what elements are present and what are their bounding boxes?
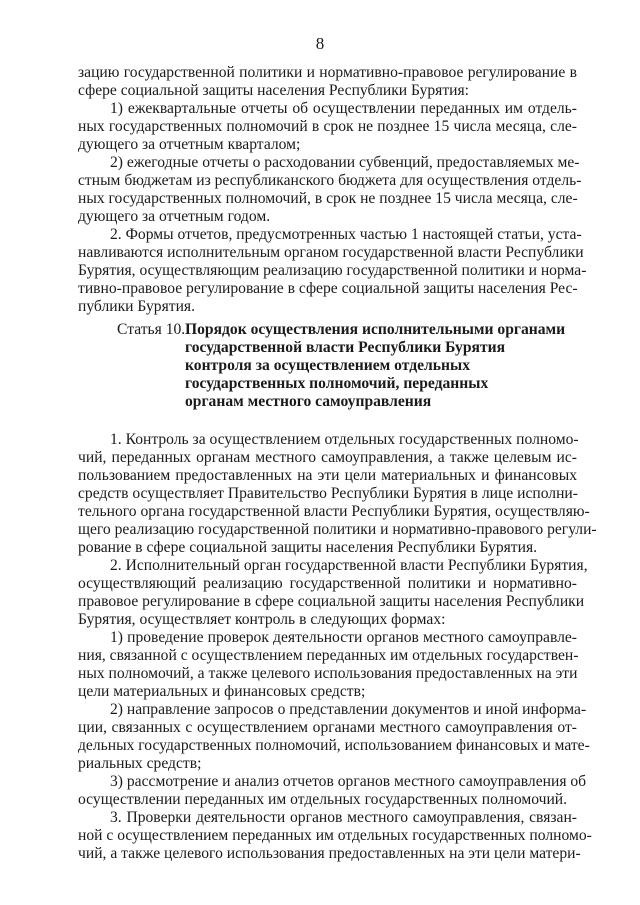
article-title-line: государственных полномочий, переданных (185, 375, 489, 392)
text-line: навливаются исполнительным органом государственной власти Республики (78, 244, 584, 261)
text-line: стным бюджетам из республиканского бюджета для осуществления отдель- (78, 172, 582, 189)
text-line: дельных государственных полномочий, использованием финансовых и мате- (78, 737, 590, 754)
text-line: ных государственных полномочий в срок не позднее 15 числа месяца, сле- (78, 118, 577, 135)
text-line: Бурятия, осуществляет контроль в следующих формах: (78, 611, 446, 628)
text-line: дующего за отчетным кварталом; (78, 136, 301, 153)
text-line: 2) ежегодные отчеты о расходовании субвенций, предоставляемых ме- (110, 154, 580, 171)
text-line: публики Бурятия. (78, 298, 195, 315)
text-line: ной с осуществлением переданных им отдельных государственных полномо- (78, 827, 592, 844)
text-line: ных государственных полномочий, в срок не позднее 15 числа месяца, сле- (78, 190, 578, 207)
text-line: 2) направление запросов о представлении документов и иной информа- (110, 701, 587, 718)
text-line: щего реализацию государственной политики и нормативно-правового регули- (78, 521, 597, 538)
text-line: чий, а также целевого использования предоставленных на эти цели матери- (78, 845, 581, 862)
text-line: ции, связанных с осуществлением органами местного самоуправления от- (78, 719, 577, 736)
text-line: цели материальных и финансовых средств; (78, 683, 366, 700)
text-line: 1. Контроль за осуществлением отдельных государственных полномо- (110, 431, 579, 448)
text-line: ния, связанной с осуществлением переданных им отдельных государствен- (78, 647, 579, 664)
text-line: 2. Исполнительный орган государственной власти Республики Бурятия, (110, 557, 588, 574)
text-line: 3. Проверки деятельности органов местного самоуправления, связан- (110, 809, 577, 826)
article-title-line: государственной власти Республики Бурятия (185, 339, 506, 356)
text-line: сфере социальной защиты населения Республики Бурятия: (78, 82, 470, 99)
article-title-line: Порядок осуществления исполнительными органами (185, 321, 566, 338)
text-line: тельного органа государственной власти Республики Бурятия, осуществляю- (78, 503, 590, 520)
text-line: ных полномочий, а также целевого использования предоставленных на эти (78, 665, 578, 682)
article-title-line: контроля за осуществлением отдельных (185, 357, 470, 374)
text-line: пользованием предоставленных на эти цели материальных и финансовых (78, 467, 577, 484)
text-line: 1) проведение проверок деятельности органов местного самоуправле- (110, 629, 577, 646)
text-line: средств осуществляет Правительство Республики Бурятия в лице исполни- (78, 485, 578, 502)
text-line: зацию государственной политики и нормативно-правовое регулирование в (78, 64, 577, 81)
article-number: Статья 10. (117, 321, 186, 338)
text-line: осуществляющий реализацию государственной политики и нормативно- (78, 575, 577, 592)
text-line: Бурятия, осуществляющим реализацию государственной политики и норма- (78, 262, 587, 279)
text-line: правовое регулирование в сфере социальной защиты населения Республики (78, 593, 585, 610)
text-line: 3) рассмотрение и анализ отчетов органов местного самоуправления об (110, 773, 587, 790)
text-line: 2. Формы отчетов, предусмотренных частью 1 настоящей статьи, уста- (110, 226, 582, 243)
page-number: 8 (315, 34, 325, 53)
text-line: дующего за отчетным годом. (78, 208, 271, 225)
article-title-line: органам местного самоуправления (185, 393, 432, 410)
text-line: тивно-правовое регулирование в сфере социальной защиты населения Рес- (78, 280, 578, 297)
text-line: чий, переданных органам местного самоуправления, а также целевым ис- (78, 449, 577, 466)
text-line: осуществлении переданных им отдельных государственных полномочий. (78, 791, 568, 808)
text-line: 1) ежеквартальные отчеты об осуществлении переданных им отдель- (110, 100, 577, 117)
text-line: риальных средств; (78, 755, 202, 772)
text-line: рование в сфере социальной защиты населения Республики Бурятия. (78, 539, 538, 556)
